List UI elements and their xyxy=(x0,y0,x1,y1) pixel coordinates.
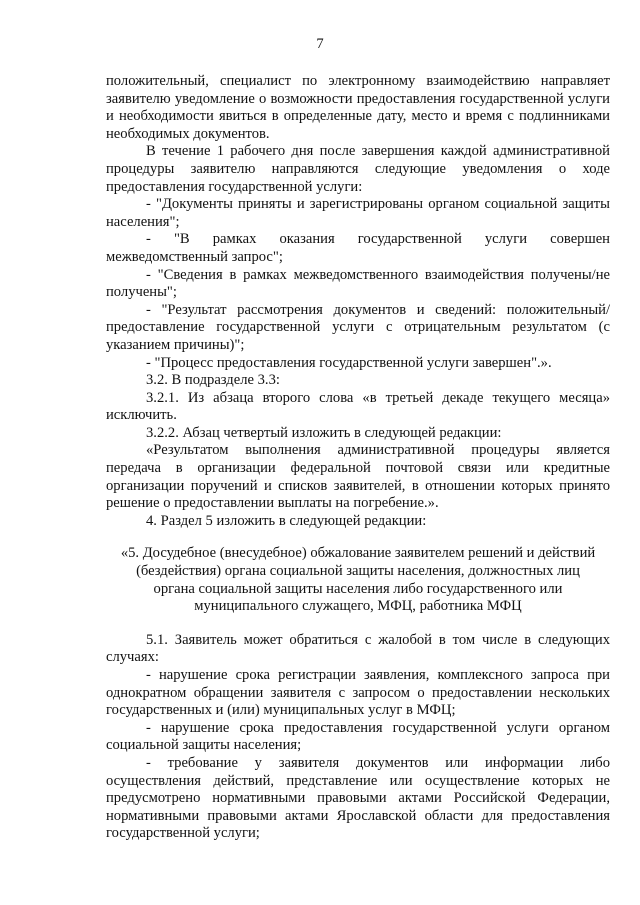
paragraph: - нарушение срока предоставления государственной услуги органом социальной защиты населения; xyxy=(106,719,610,754)
paragraph: «Результатом выполнения административной процедуры является передача в организации федеральной почтовой связи или кредитные организации поручений и списков заявителей, в отношении которых принято решение о предоставлении выплаты на погребение.». xyxy=(106,442,610,512)
heading-line: органа социальной защиты населения либо государственного или xyxy=(153,580,563,597)
paragraph: - "Результат рассмотрения документов и сведений: положительный/ предоставление государственной услуги с отрицательным результатом (с указанием причины)"; xyxy=(106,301,610,353)
paragraph: - требование у заявителя документов или информации либо осуществления действий, представление или осуществление которых не предусмотрено нормативными правовыми актами Российской Федерации, нормативными правовыми актами Ярославской области для предоставления государственной услуги; xyxy=(106,754,610,842)
page-number: 7 xyxy=(316,36,324,52)
paragraph: 3.2.2. Абзац четвертый изложить в следующей редакции: xyxy=(146,424,502,441)
paragraph: 4. Раздел 5 изложить в следующей редакции: xyxy=(146,512,427,529)
paragraph: - "Сведения в рамках межведомственного взаимодействия получены/не получены"; xyxy=(106,266,610,301)
paragraph: 5.1. Заявитель может обратиться с жалобой в том числе в следующих случаях: xyxy=(106,631,610,666)
paragraph: 3.2.1. Из абзаца второго слова «в третьей декаде текущего месяца» исключить. xyxy=(106,389,610,424)
top-section xyxy=(106,73,610,530)
document-body xyxy=(106,73,610,843)
bottom-section xyxy=(106,632,610,843)
paragraph: - "Документы приняты и зарегистрированы органом социальной защиты населения"; xyxy=(106,196,610,230)
paragraph: - "Процесс предоставления государственной услуги завершен".». xyxy=(146,354,552,371)
heading-line: (бездействия) органа социальной защиты населения, должностных лиц xyxy=(136,563,580,580)
heading-line: муниципального служащего, МФЦ, работника МФЦ xyxy=(194,598,522,615)
heading-line: «5. Досудебное (внесудебное) обжалование заявителем решений и действий xyxy=(120,545,596,562)
paragraph: - "В рамках оказания государственной услуги совершен межведомственный запрос"; xyxy=(106,231,610,265)
paragraph: положительный, специалист по электронному взаимодействию направляет заявителю уведомление о возможности предоставления государственной услуги и необходимости явиться в определенные дату, место и время с подлинниками необходимых документов. xyxy=(106,73,610,142)
section-5-heading xyxy=(106,545,610,615)
paragraph: В течение 1 рабочего дня после завершения каждой административной процедуры заявителю направляются следующие уведомления о ходе предоставления государственной услуги: xyxy=(106,143,610,195)
paragraph: 3.2. В подразделе 3.3: xyxy=(146,372,280,389)
paragraph: - нарушение срока регистрации заявления, комплексного запроса при однократном обращении заявителя с запросом о предоставлении нескольких государственных и (или) муниципальных услуг в МФЦ; xyxy=(106,667,610,719)
